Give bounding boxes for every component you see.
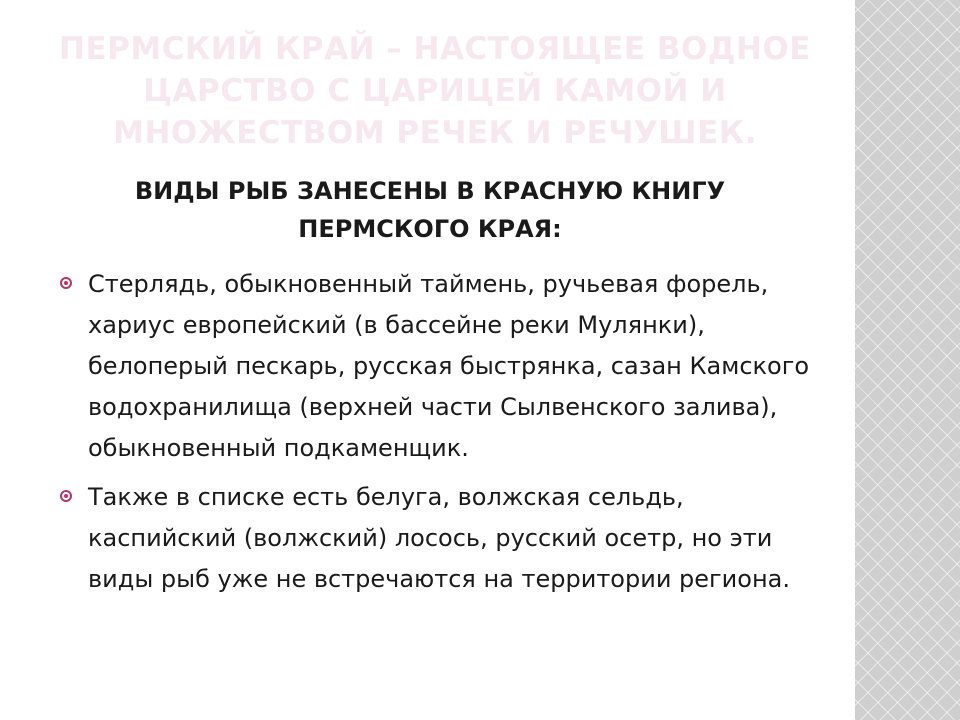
slide-subtitle: ВИДЫ РЫБ ЗАНЕСЕНЫ В КРАСНУЮ КНИГУ ПЕРМСКОГО КРАЯ:: [134, 177, 726, 243]
bullet-list: [58, 264, 828, 608]
bullet-item: [58, 477, 828, 600]
bullet-text: Стерлядь, обыкновенный таймень, ручьевая форель, хариус европейский (в бассейне реки Мулянки), белоперый пескарь, русская быстрянка, сазан Камского водохранилища (верхней части Сылвенского залива), обыкновенный подкаменщик.: [88, 270, 810, 462]
bullet-item: [58, 264, 828, 469]
slide-title: ПЕРМСКИЙ КРАЙ – НАСТОЯЩЕЕ ВОДНОЕ ЦАРСТВО С ЦАРИЦЕЙ КАМОЙ И МНОЖЕСТВОМ РЕЧЕК И РЕЧУШЕК.: [59, 31, 811, 151]
circle-bullet-icon: [60, 490, 72, 502]
bullet-text: Также в списке есть белуга, волжская сельдь, каспийский (волжский) лосось, русский осетр, но эти виды рыб уже не встречаются на территории региона.: [88, 483, 790, 593]
circle-bullet-icon: [60, 277, 72, 289]
decorative-side-panel: [855, 0, 960, 720]
